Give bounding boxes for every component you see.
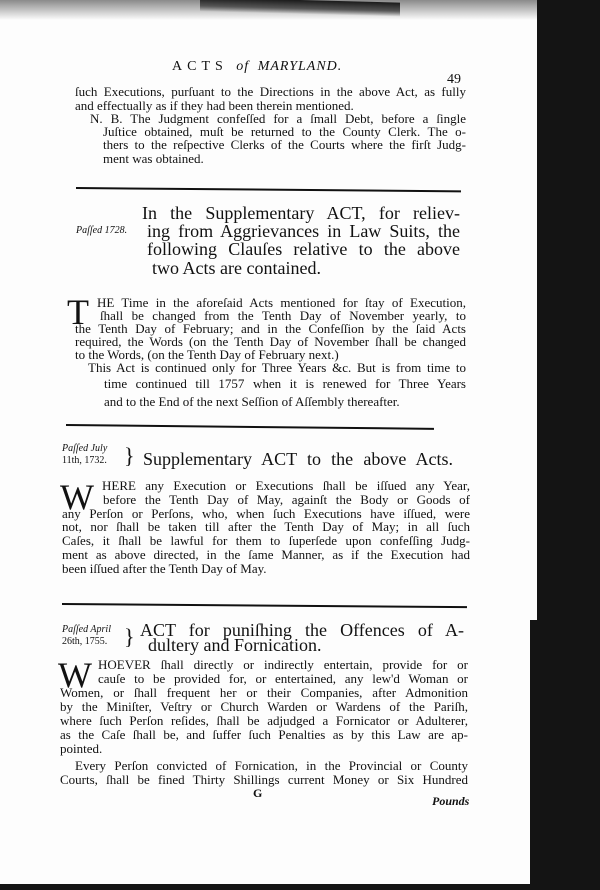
heading-line: ing from Aggrievances in Law Suits, the [147, 221, 460, 241]
text-line: the Tenth Day of February; and in the Confeſſion by the ſaid Acts [75, 321, 466, 336]
brace-icon: } [124, 443, 135, 468]
text-line: This Act is continued only for Three Years &c. But is from time to [88, 360, 466, 375]
text-line: HOEVER ſhall directly or indirectly entertain, provide for or [98, 657, 468, 672]
text-line: Courts, ſhall be fined Thirty Shillings current Money or Six Hundred [60, 772, 468, 787]
heading-line: dultery and Fornication. [148, 635, 322, 655]
text-line: Women, or ſhall frequent her or their Companies, after Admonition [60, 685, 468, 700]
text-line: by the Miniſter, Veſtry or Church Warden or Wardens of the Pariſh, [60, 699, 468, 714]
drop-cap-t: T [67, 292, 89, 332]
text-line: to the Words, (on the Tenth Day of February next.) [75, 347, 339, 362]
running-title [172, 59, 342, 75]
section-rule [62, 603, 467, 608]
sidenote-1728 [76, 225, 127, 237]
text-line: where ſuch Perſon reſides, ſhall be adjudged a Fornicator or Adulterer, [60, 713, 468, 728]
text-line: HE Time in the aforeſaid Acts mentioned for ſtay of Execution, [97, 295, 466, 310]
heading-line: following Clauſes relative to the above [147, 239, 460, 259]
text-line: ſuch Executions, purſuant to the Directions in the above Act, as fully [75, 84, 466, 99]
catchword: Pounds [432, 794, 470, 808]
heading-line: ACT for puniſhing the Offences of A- [140, 620, 464, 640]
text-line: time continued till 1757 when it is renewed for Three Years [104, 376, 466, 391]
brace-icon: } [124, 624, 135, 649]
sidenote-line: 11th, 1732. [62, 455, 107, 466]
text-line: required, the Words (on the Tenth Day of November ſhall be changed [75, 334, 466, 349]
sidenote-line: Paſſed April [62, 624, 111, 635]
text-line: and effectually as if they had been therein mentioned. [75, 98, 354, 113]
section-rule [76, 187, 461, 192]
sidenote-line: Paſſed July [62, 443, 108, 454]
text-line: not, nor ſhall be taken till after the Tenth Day of May; in all ſuch [62, 519, 470, 534]
heading-line: two Acts are contained. [152, 258, 321, 278]
text-line: Juſtice obtained, muſt be returned to the County Clerk. The o- [103, 124, 466, 139]
text-line: N. B. The Judgment confeſſed for a ſmall Debt, before a ſingle [90, 111, 466, 126]
page-number: 49 [447, 72, 461, 87]
text-line: HERE any Execution or Executions ſhall be iſſued any Year, [102, 478, 470, 493]
signature-mark: G [253, 786, 263, 800]
drop-cap-w: W [60, 477, 94, 517]
running-title-acts: ACTS [172, 59, 228, 74]
sidenote-text: Paſſed 1728. [76, 225, 128, 236]
sidenote-1755 [62, 624, 111, 648]
scan-border-bottom [0, 884, 600, 890]
text-line: ment was obtained. [103, 151, 204, 166]
text-line: before the Tenth Day of May, againſt the Body or Goods of [103, 492, 470, 507]
text-line: Every Perſon convicted of Fornication, in the Provincial or County [75, 758, 468, 773]
text-line: any Perſon or Perſons, who, when ſuch Executions have iſſued, were [62, 506, 470, 521]
text-line: pointed. [60, 741, 103, 756]
text-line: as the Caſe ſhall be, and ſuffer ſuch Penalties as by this Law are ap- [60, 727, 468, 742]
text-line: Caſes, it ſhall be lawful for them to ſuperſede upon confeſſing Judg- [62, 533, 470, 548]
running-title-of: of [236, 59, 250, 74]
section-rule [66, 424, 434, 430]
text-line: cauſe to be provided for, or entertained, any lew'd Woman or [98, 671, 468, 686]
text-line: been iſſued after the Tenth Day of May. [62, 561, 267, 576]
drop-cap-w: W [58, 655, 92, 695]
text-line: thers to the reſpective Clerks of the Courts where the firſt Judg- [103, 137, 466, 152]
text-line: ſhall be changed from the Tenth Day of November yearly, to [100, 308, 466, 323]
text-line: ment as above directed, in the ſame Manner, as if the Execution had [62, 547, 470, 562]
sidenote-1732 [62, 443, 107, 467]
text-line: and to the End of the next Seſſion of Aſſembly thereafter. [104, 394, 400, 409]
running-title-maryland: MARYLAND. [257, 59, 343, 74]
section-2-heading: Supplementary ACT to the above Acts. [143, 449, 453, 469]
scan-border-right [537, 0, 600, 890]
scan-border-right-edge [530, 620, 540, 890]
sidenote-line: 26th, 1755. [62, 636, 108, 647]
heading-line: In the Supplementary ACT, for reliev- [142, 203, 460, 223]
